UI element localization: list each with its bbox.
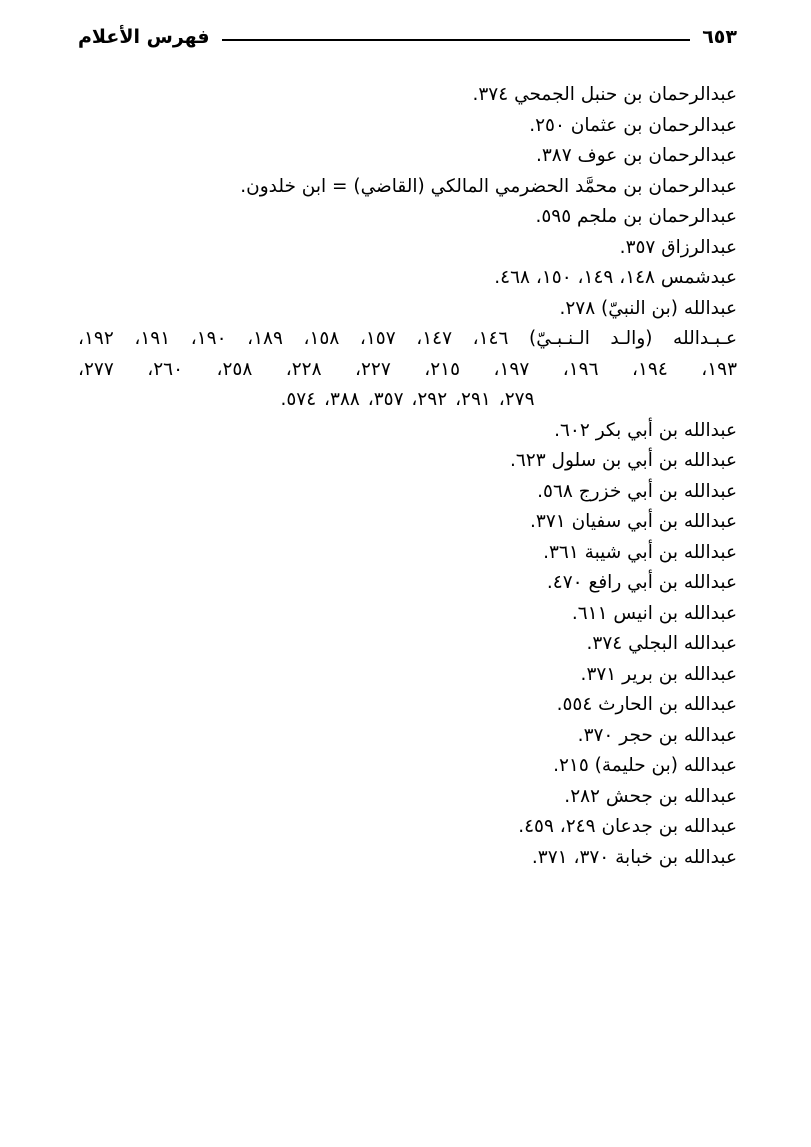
- index-entry: [78, 324, 737, 416]
- page-number: ٦٥٣: [702, 25, 737, 48]
- index-entry: عبدالرحمان بن عوف ٣٨٧.: [535, 145, 737, 166]
- index-entry: عبدالله بن خبابة ٣٧٠، ٣٧١.: [531, 846, 737, 868]
- index-entry: عبدالله بن أبي رافع ٤٧٠.: [546, 572, 737, 593]
- index-entry-list: [78, 80, 737, 873]
- index-entry: عبدشمس ١٤٨، ١٤٩، ١٥٠، ٤٦٨.: [494, 267, 737, 288]
- index-entry: عبدالله بن أبي شيبة ٣٦١.: [543, 541, 737, 563]
- index-entry: عبدالله بن أبي سفيان ٣٧١.: [530, 511, 737, 532]
- index-entry-line: ١٩٣، ١٩٤، ١٩٦، ١٩٧، ٢١٥، ٢٢٧، ٢٢٨، ٢٥٨، ٢٦٠، ٢٧٧،: [78, 358, 738, 380]
- index-entry: عبدالله بن أبي خزرج ٥٦٨.: [537, 480, 737, 502]
- index-entry: عبدالرحمان بن ملجم ٥٩٥.: [535, 206, 737, 227]
- index-entry: عبدالله بن حجر ٣٧٠.: [577, 724, 737, 746]
- index-entry: عبدالرحمان بن محمَّد الحضرمي المالكي (القاضي) = ابن خلدون.: [240, 175, 737, 197]
- index-entry: عبدالرزاق ٣٥٧.: [619, 236, 737, 258]
- page-title: فهرس الأعلام: [78, 25, 210, 48]
- page-header: [78, 22, 737, 56]
- index-entry: عبدالرحمان بن عثمان ٢٥٠.: [529, 114, 737, 136]
- index-entry-line: ٢٧٩، ٢٩١، ٢٩٢، ٣٥٧، ٣٨٨، ٥٧٤.: [280, 389, 535, 410]
- index-entry: عبدالله بن جحش ٢٨٢.: [564, 785, 737, 807]
- index-entry: عبدالله البجلي ٣٧٤.: [586, 633, 737, 654]
- index-entry: عبدالله (بن النبيّ) ٢٧٨.: [559, 297, 737, 319]
- header-divider: [222, 39, 691, 41]
- index-entry-line: عـبـدالله (والـد الـنـبـيّ) ١٤٦، ١٤٧، ١٥٧، ١٥٨، ١٨٩، ١٩٠، ١٩١، ١٩٢،: [78, 328, 738, 349]
- index-entry: عبدالله بن انيس ٦١١.: [571, 602, 737, 624]
- index-entry: عبدالرحمان بن حنبل الجمحي ٣٧٤.: [472, 84, 737, 105]
- index-entry: عبدالله بن أبي بكر ٦٠٢.: [554, 419, 737, 441]
- index-entry: عبدالله بن أبي بن سلول ٦٢٣.: [509, 450, 737, 471]
- index-entry: عبدالله (بن حليمة) ٢١٥.: [553, 755, 737, 776]
- index-entry: عبدالله بن الحارث ٥٥٤.: [556, 694, 737, 715]
- index-entry: عبدالله بن برير ٣٧١.: [580, 663, 737, 685]
- index-entry: عبدالله بن جدعان ٢٤٩، ٤٥٩.: [518, 816, 737, 837]
